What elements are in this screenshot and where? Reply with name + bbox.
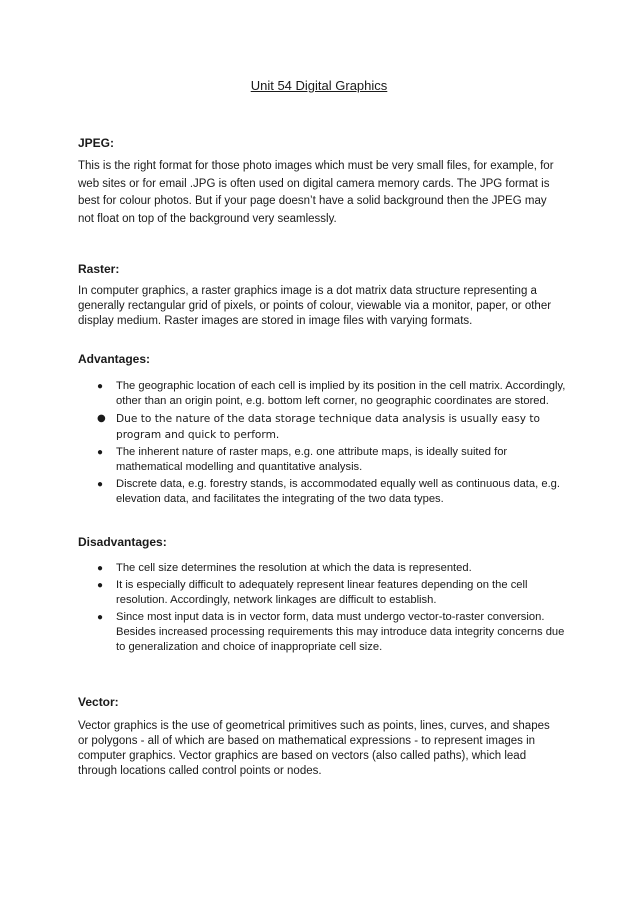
bullet-icon: ●	[97, 563, 104, 574]
raster-paragraph: In computer graphics, a raster graphics image is a dot matrix data structure representing a generally rectangular grid of pixels, or points of colour, viewable via a monitor, paper, or other display medium. Raster images are stored in image files with varying formats.	[78, 285, 552, 327]
bullet-icon: ●	[97, 479, 104, 490]
raster-heading: Raster:	[78, 262, 120, 276]
bullet-icon: ●	[97, 580, 104, 591]
list-item: ● Due to the nature of the data storage technique data analysis is usually easy to program and quick to perform.	[97, 413, 541, 441]
list-item: ● Discrete data, e.g. forestry stands, is accommodated equally well as continuous data, e.g. elevation data, and facilitates the integrating of the two data types.	[97, 478, 561, 505]
bullet-icon: ●	[97, 612, 104, 623]
list-item: ● Since most input data is in vector form, data must undergo vector-to-raster conversion. Besides increased processing requirements this may introduce data integrity concerns due to generalization and choice of inappropriate cell size.	[97, 611, 565, 653]
vector-heading: Vector:	[78, 695, 119, 709]
bullet-icon: ●	[97, 413, 106, 424]
list-item: ● The cell size determines the resolution at which the data is represented.	[97, 562, 472, 574]
list-item: ● The geographic location of each cell is implied by its position in the cell matrix. Accordingly, other than an origin point, e.g. bottom left corner, no geographic coordinates are stored.	[97, 380, 566, 407]
disadvantages-list	[78, 561, 568, 657]
page-title: Unit 54 Digital Graphics	[250, 78, 388, 93]
disadvantages-heading: Disadvantages:	[78, 535, 167, 549]
list-item: ● The inherent nature of raster maps, e.g. one attribute maps, is ideally suited for mathematical modelling and quantitative analysis.	[97, 446, 508, 473]
vector-paragraph: Vector graphics is the use of geometrical primitives such as points, lines, curves, and shapes or polygons - all of which are based on mathematical expressions - to represent images in computer graphics. Vector graphics are based on vectors (also called paths), which lead through locations called control points or nodes.	[78, 720, 550, 777]
bullet-icon: ●	[97, 447, 104, 458]
advantages-heading: Advantages:	[78, 352, 151, 366]
list-item: ● It is especially difficult to adequately represent linear features depending on the cell resolution. Accordingly, network linkages are difficult to establish.	[97, 579, 528, 606]
advantages-list	[78, 379, 568, 509]
jpeg-heading: JPEG:	[78, 136, 115, 150]
jpeg-paragraph: This is the right format for those photo images which must be very small files, for example, for web sites or for email .JPG is often used on digital camera memory cards. The JPG format is best for colour photos. But if your page doesn’t have a solid background then the JPEG may not float on top of the background very seamlessly.	[78, 160, 554, 225]
bullet-icon: ●	[97, 381, 104, 392]
